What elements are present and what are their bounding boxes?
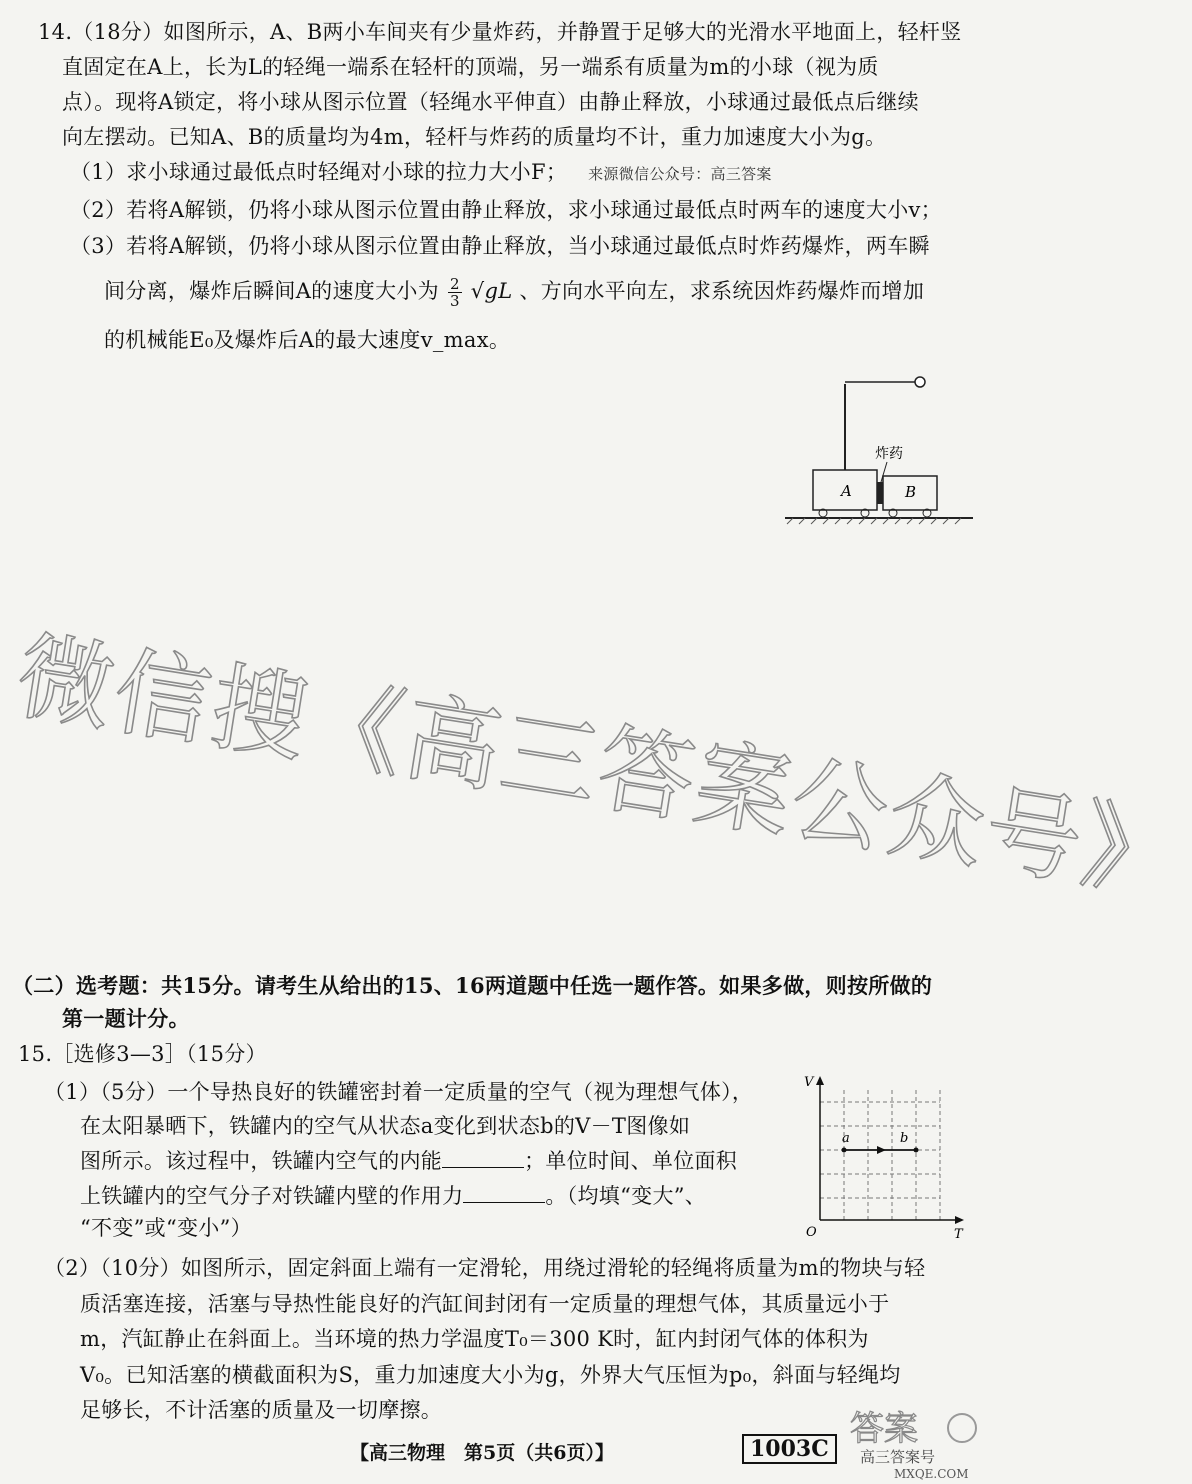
sqrt-gl: √gL	[470, 279, 513, 303]
q15-p2-line-3: m，汽缸静止在斜面上。当环境的热力学温度T₀＝300 K时，缸内封闭气体的体积为	[80, 1327, 869, 1351]
label-a: A	[841, 482, 852, 500]
state-b-label: b	[900, 1131, 909, 1146]
explosive-pointer	[881, 462, 887, 482]
q15-header: 15.［选修3—3］（15分）	[18, 1042, 267, 1066]
explosive	[877, 482, 883, 504]
q15-p1-line-5: “不变”或“变小”）	[80, 1216, 252, 1240]
state-b-point	[914, 1148, 919, 1153]
watermark: 微信搜《高三答案公众号》	[9, 619, 1189, 915]
vt-graph	[790, 1070, 970, 1240]
logo-url: MXQE.COM	[894, 1467, 969, 1481]
fraction	[448, 276, 462, 309]
q14-line-4: 向左摆动。已知A、B的质量均为4m，轻杆与炸药的质量均不计，重力加速度大小为g。	[62, 125, 887, 149]
q15-p1-line-3-a: 图所示。该过程中，铁罐内空气的内能	[80, 1149, 443, 1173]
q14-sub-3-line-2	[104, 276, 924, 309]
source-note: 来源微信公众号：高三答案	[588, 165, 772, 183]
state-a-point	[842, 1148, 847, 1153]
q14-line-1: 14.（18分）如图所示，A、B两小车间夹有少量炸药，并静置于足够大的光滑水平地面上，轻杆竖	[38, 20, 962, 44]
q14-line-3: 点）。现将A锁定，将小球从图示位置（轻绳水平伸直）由静止释放，小球通过最低点后继续	[62, 90, 919, 114]
q15-p1-line-3	[80, 1147, 737, 1175]
q14-sub-3-text-a: 间分离，爆炸后瞬间A的速度大小为	[104, 279, 439, 303]
logo-circle	[948, 1414, 976, 1442]
origin-label: O	[806, 1225, 817, 1240]
section2-line-2: 第一题计分。	[62, 1006, 190, 1031]
fraction-denominator: 3	[449, 292, 460, 310]
q15-p1-line-4-b: 。（均填“变大”、	[545, 1184, 707, 1208]
logo-text: 答案	[850, 1409, 918, 1449]
q15-p1-line-2: 在太阳暴晒下，铁罐内的空气从状态a变化到状态b的V－T图像如	[80, 1114, 691, 1138]
axis-t-label: T	[954, 1227, 963, 1242]
label-b: B	[905, 483, 917, 501]
q15-p1-line-4-a: 上铁罐内的空气分子对铁罐内壁的作用力	[80, 1184, 464, 1208]
v-axis-arrow	[816, 1076, 824, 1085]
q14-sub-1	[70, 158, 772, 188]
q15-p2-line-5: 足够长，不计活塞的质量及一切摩擦。	[80, 1398, 443, 1422]
q14-line-2: 直固定在A上，长为L的轻绳一端系在轻杆的顶端，另一端系有质量为m的小球（视为质	[62, 55, 879, 79]
process-arrow	[877, 1146, 886, 1154]
small-ball	[915, 377, 925, 387]
q14-sub-2: （2）若将A解锁，仍将小球从图示位置由静止释放，求小球通过最低点时两车的速度大小v；	[70, 198, 942, 222]
answer-blank-1[interactable]	[442, 1149, 524, 1168]
section2-line-1: （二）选考题：共15分。请考生从给出的15、16两道题中任选一题作答。如果多做，则按所做的	[12, 973, 933, 998]
axis-v-label: V	[804, 1075, 814, 1090]
q14-sub-3-text-b: 、方向水平向左，求系统因炸药爆炸而增加	[519, 279, 925, 303]
fraction-numerator: 2	[449, 275, 460, 293]
q15-p2-line-4: V₀。已知活塞的横截面积为S，重力加速度大小为g，外界大气压恒为p₀，斜面与轻绳均	[80, 1363, 901, 1387]
corner-logo	[830, 1400, 990, 1480]
state-a-label: a	[842, 1131, 850, 1146]
graph-grid	[820, 1090, 940, 1220]
q15-p2-line-1: （2）（10分）如图所示，固定斜面上端有一定滑轮，用绕过滑轮的轻绳将质量为m的物块与轻	[44, 1256, 926, 1280]
q15-p1-line-1: （1）（5分）一个导热良好的铁罐密封着一定质量的空气（视为理想气体），	[44, 1080, 754, 1104]
q15-p2-line-2: 质活塞连接，活塞与导热性能良好的汽缸间封闭有一定质量的理想气体，其质量远小于	[80, 1292, 890, 1316]
footer-code: 1003C	[742, 1434, 837, 1464]
q14-sub-3-line-1: （3）若将A解锁，仍将小球从图示位置由静止释放，当小球通过最低点时炸药爆炸，两车瞬	[70, 234, 930, 258]
q14-sub-1-text: （1）求小球通过最低点时轻绳对小球的拉力大小F；	[70, 160, 568, 184]
q15-p1-line-3-b: ；单位时间、单位面积	[524, 1149, 738, 1173]
q14-sub-3-line-3: 的机械能E₀及爆炸后A的最大速度v_max。	[104, 328, 511, 352]
answer-blank-2[interactable]	[463, 1184, 545, 1203]
logo-caption: 高三答案号	[860, 1448, 936, 1466]
cart-figure	[775, 372, 975, 527]
label-explosive: 炸药	[875, 446, 903, 462]
footer-text: 【高三物理 第5页（共6页）】	[350, 1442, 614, 1464]
t-axis-arrow	[955, 1216, 964, 1224]
q15-p1-line-4	[80, 1182, 706, 1210]
